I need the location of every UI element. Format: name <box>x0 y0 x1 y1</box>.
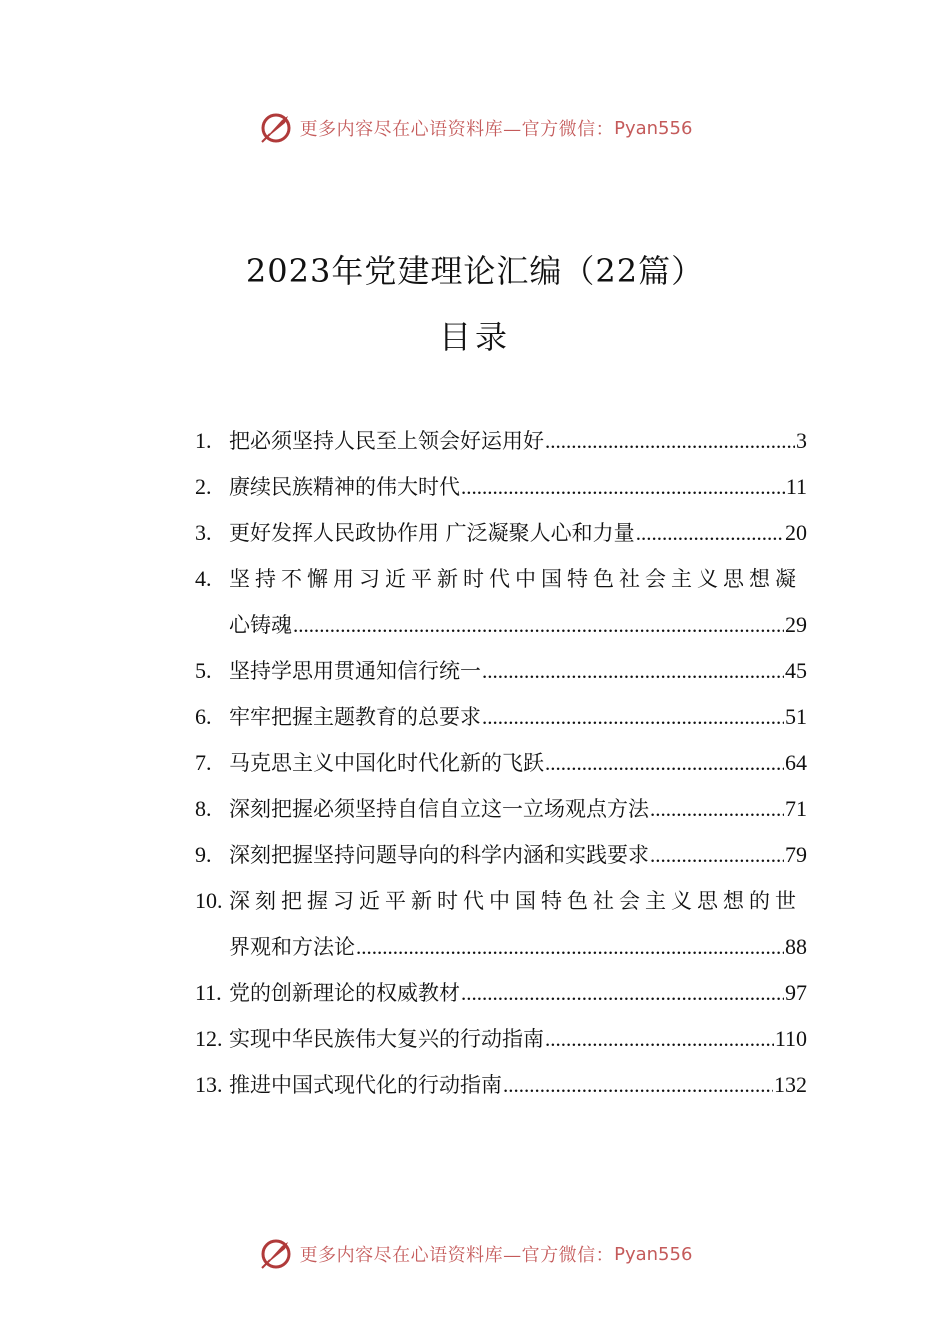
toc-entry[interactable] <box>195 878 807 970</box>
toc-entry[interactable] <box>195 556 807 648</box>
toc-entry-title: 心铸魂 <box>229 613 292 637</box>
toc-entry-line <box>229 418 807 464</box>
toc-entry-body <box>229 648 807 694</box>
toc-entry-number: 12. <box>195 1026 223 1051</box>
toc-entry-line <box>229 786 807 832</box>
toc-entry-number: 6. <box>195 704 212 729</box>
toc-entry-title: 坚持学思用贯通知信行统一 <box>229 659 481 683</box>
toc-dot-leader <box>545 1016 774 1062</box>
toc-entry-number: 4. <box>195 566 212 591</box>
toc-entry-title: 牢牢把握主题教育的总要求 <box>229 705 481 729</box>
toc-entry-page: 51 <box>785 704 807 729</box>
watermark-text: 更多内容尽在心语资料库—官方微信： <box>299 119 615 140</box>
toc-entry-line <box>229 1062 807 1108</box>
toc-entry-title: 党的创新理论的权威教材 <box>229 981 460 1005</box>
toc-entry-number: 2. <box>195 474 212 499</box>
toc-dot-leader <box>356 924 784 970</box>
toc-entry[interactable] <box>195 740 807 786</box>
toc-entry-title: 深刻把握必须坚持自信自立这一立场观点方法 <box>229 797 649 821</box>
toc-entry[interactable] <box>195 648 807 694</box>
toc-dot-leader <box>545 418 795 464</box>
toc-entry-line <box>229 1016 807 1062</box>
toc-entry-title: 深刻把握坚持问题导向的科学内涵和实践要求 <box>229 843 649 867</box>
toc-entry[interactable] <box>195 510 807 556</box>
toc-dot-leader <box>636 510 784 556</box>
toc-entry-number: 13. <box>195 1072 223 1097</box>
toc-entry-number: 1. <box>195 428 212 453</box>
toc-entry-body <box>229 1062 807 1108</box>
toc-entry-page: 71 <box>785 796 807 821</box>
toc-entry-page: 20 <box>785 520 807 545</box>
toc-entry-line <box>229 648 807 694</box>
toc-entry-number: 9. <box>195 842 212 867</box>
toc-entry-body <box>229 556 807 648</box>
toc-entry[interactable] <box>195 832 807 878</box>
toc-entry-page: 11 <box>785 474 807 499</box>
toc-entry-page: 79 <box>785 842 807 867</box>
wechat-id: Pyan556 <box>614 1243 693 1265</box>
toc-entry-page: 45 <box>785 658 807 683</box>
toc-entry-number: 10. <box>195 888 223 913</box>
toc-entry-line <box>229 694 807 740</box>
toc-entry-title-line1: 坚持不懈用习近平新时代中国特色社会主义思想凝 <box>229 567 801 591</box>
toc-entry-title-line1: 深刻把握习近平新时代中国特色社会主义思想的世 <box>229 889 801 913</box>
toc-entry-title: 赓续民族精神的伟大时代 <box>229 475 460 499</box>
toc-entry-body <box>229 832 807 878</box>
toc-entry-page: 64 <box>785 750 807 775</box>
toc-dot-leader <box>482 648 784 694</box>
toc-entry-number: 5. <box>195 658 212 683</box>
toc-entry-page: 132 <box>774 1072 807 1097</box>
toc-entry-body <box>229 510 807 556</box>
toc-entry-body <box>229 694 807 740</box>
quill-logo-icon <box>258 110 294 146</box>
toc-entry[interactable] <box>195 970 807 1016</box>
toc-entry[interactable] <box>195 1062 807 1108</box>
toc-entry-title: 实现中华民族伟大复兴的行动指南 <box>229 1027 544 1051</box>
toc-entry-title: 界观和方法论 <box>229 935 355 959</box>
toc-entry-line <box>229 970 807 1016</box>
toc-entry-body <box>229 970 807 1016</box>
toc-entry-line <box>229 602 807 648</box>
toc-entry-page: 3 <box>796 428 807 453</box>
toc-dot-leader <box>650 832 784 878</box>
toc-entry-number: 3. <box>195 520 212 545</box>
toc-entry-line <box>229 832 807 878</box>
toc-entry[interactable] <box>195 464 807 510</box>
toc-entry-title: 马克思主义中国化时代化新的飞跃 <box>229 751 544 775</box>
toc-entry[interactable] <box>195 786 807 832</box>
toc-entry-body <box>229 1016 807 1062</box>
toc-entry-page: 97 <box>785 980 807 1005</box>
toc-entry-line <box>229 464 807 510</box>
table-of-contents <box>195 418 807 1108</box>
toc-dot-leader <box>293 602 784 648</box>
toc-dot-leader <box>482 694 784 740</box>
toc-entry-page: 110 <box>774 1026 807 1051</box>
quill-logo-icon <box>258 1236 294 1272</box>
toc-dot-leader <box>650 786 784 832</box>
toc-entry-line <box>229 510 807 556</box>
toc-entry-number: 7. <box>195 750 212 775</box>
toc-entry-title: 推进中国式现代化的行动指南 <box>229 1073 502 1097</box>
toc-dot-leader <box>461 970 784 1016</box>
watermark-text: 更多内容尽在心语资料库—官方微信： <box>299 1245 615 1266</box>
toc-entry[interactable] <box>195 418 807 464</box>
toc-entry-body <box>229 740 807 786</box>
toc-entry[interactable] <box>195 1016 807 1062</box>
toc-entry-page: 29 <box>785 612 807 637</box>
toc-dot-leader <box>461 464 785 510</box>
toc-entry-body <box>229 418 807 464</box>
toc-entry-body <box>229 464 807 510</box>
toc-entry-body <box>229 786 807 832</box>
document-title: 2023年党建理论汇编（22篇） <box>245 252 705 290</box>
toc-entry-line <box>229 924 807 970</box>
toc-entry-number: 8. <box>195 796 212 821</box>
toc-entry-line <box>229 740 807 786</box>
toc-entry-title: 更好发挥人民政协作用 广泛凝聚人心和力量 <box>229 521 635 545</box>
header-watermark <box>0 108 950 148</box>
toc-entry-title: 把必须坚持人民至上领会好运用好 <box>229 429 544 453</box>
toc-dot-leader <box>545 740 784 786</box>
toc-heading: 目录 <box>438 318 511 356</box>
wechat-id: Pyan556 <box>614 117 693 139</box>
toc-dot-leader <box>503 1062 773 1108</box>
toc-entry-number: 11. <box>195 980 222 1005</box>
toc-entry-body <box>229 878 807 970</box>
toc-entry[interactable] <box>195 694 807 740</box>
footer-watermark <box>0 1234 950 1274</box>
toc-entry-page: 88 <box>785 934 807 959</box>
